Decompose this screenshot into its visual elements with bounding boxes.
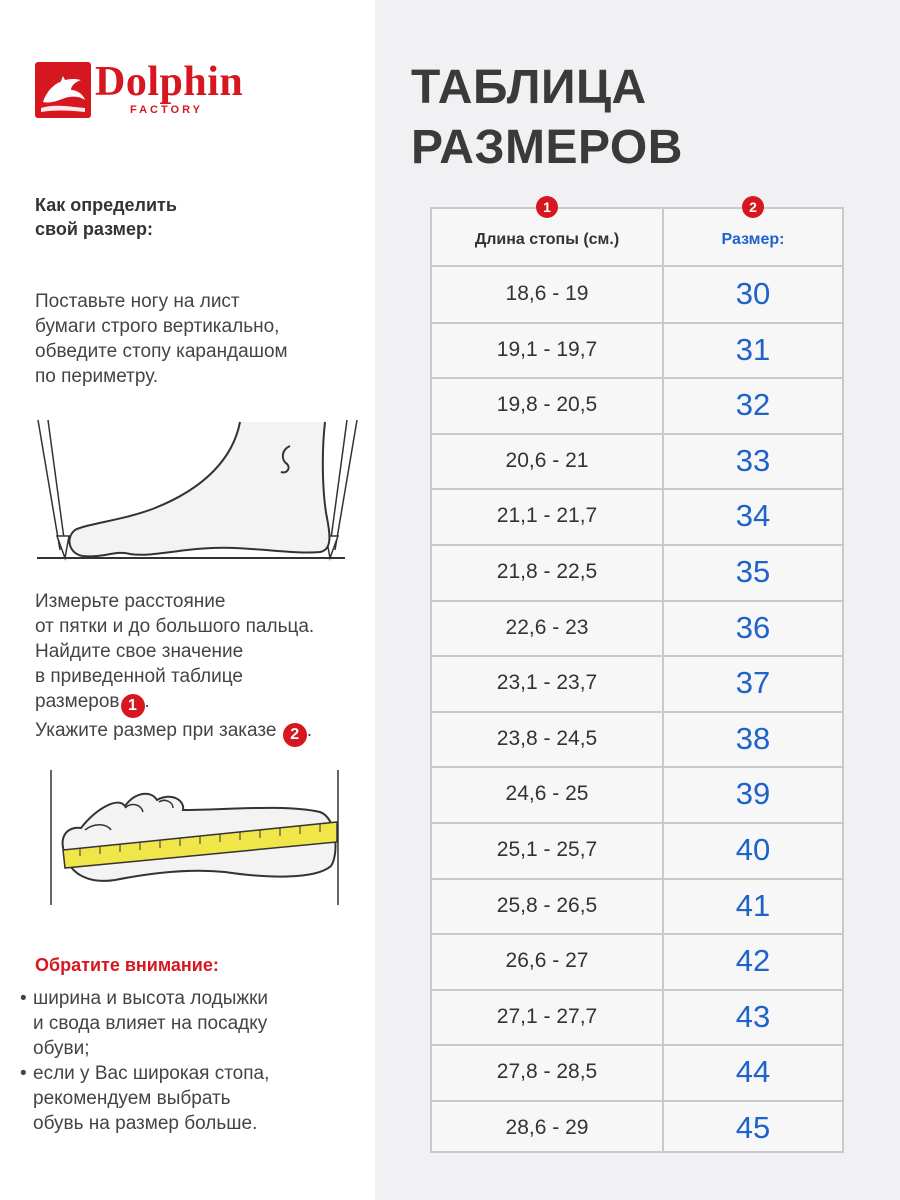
size-cell: 37 [735, 665, 771, 701]
step1-text [35, 289, 288, 389]
size-cell: 31 [735, 331, 771, 367]
foot-length-cell: 18,6 - 19 [505, 282, 589, 305]
table-row [432, 545, 842, 599]
howto-heading [35, 193, 177, 241]
column-header-size-label: Размер: [721, 231, 785, 248]
foot-length-cell: 27,1 - 27,7 [496, 1004, 598, 1028]
step2-line: Укажите размер при заказе 2 . [35, 718, 314, 747]
step2-line: от пятки и до большого пальца. [35, 616, 315, 637]
foot-length-cell: 24,6 - 25 [505, 782, 589, 806]
note-item [20, 1061, 269, 1136]
table-row [432, 823, 842, 877]
size-cell: 44 [735, 1054, 771, 1090]
size-cell: 34 [735, 498, 771, 534]
attention-heading: Обратите внимание: [35, 955, 219, 975]
table-row [432, 378, 842, 432]
bullet: • [20, 988, 27, 1009]
brand-logo [35, 59, 315, 120]
table-row [432, 489, 842, 543]
step2-line: Найдите свое значение [35, 641, 244, 662]
step1-line: по периметру. [35, 366, 159, 387]
size-cell: 42 [735, 943, 771, 979]
instructions-panel [0, 0, 375, 1200]
foot-length-cell: 27,8 - 28,5 [496, 1060, 598, 1084]
table-row [432, 267, 842, 321]
table-row [432, 656, 842, 710]
brand-name: Dolphin [95, 59, 244, 105]
foot-length-cell: 19,8 - 20,5 [496, 393, 598, 417]
table-row [432, 712, 842, 766]
step2-last-text: Укажите размер при заказе [35, 720, 277, 741]
size-cell: 39 [735, 776, 771, 812]
note-line: и свода влияет на посадку [33, 1013, 268, 1034]
title-line: РАЗМЕРОВ [411, 121, 683, 174]
step1-line: Поставьте ногу на лист [35, 291, 240, 312]
size-cell: 41 [735, 887, 771, 923]
howto-heading-line: свой размер: [35, 219, 153, 239]
table-row [432, 434, 842, 488]
note-item [20, 986, 269, 1061]
size-cell: 32 [735, 387, 771, 423]
table-row [432, 879, 842, 933]
size-cell: 35 [735, 554, 771, 589]
size-cell: 43 [735, 998, 771, 1034]
size-table [430, 199, 844, 1153]
dolphin-icon [35, 62, 91, 118]
header-badge-1: 1 [536, 196, 558, 218]
brand-subtitle: FACTORY [130, 104, 203, 116]
foot-length-cell: 22,6 - 23 [505, 615, 589, 639]
foot-length-cell: 25,1 - 25,7 [496, 838, 598, 861]
foot-length-cell: 19,1 - 19,7 [496, 337, 598, 361]
page-title [411, 58, 683, 178]
table-row [432, 990, 842, 1044]
foot-length-cell: 23,1 - 23,7 [496, 671, 598, 695]
step2-line-text: размеров [35, 691, 120, 712]
notes-list [20, 986, 269, 1136]
foot-length-cell: 25,8 - 26,5 [496, 893, 598, 917]
step2-text [35, 589, 314, 747]
table-row [432, 934, 842, 988]
title-line: ТАБЛИЦА [411, 61, 647, 114]
note-line: рекомендуем выбрать [33, 1088, 231, 1109]
badge-1: 1 [121, 694, 145, 718]
foot-length-cell: 20,6 - 21 [505, 448, 589, 472]
header-badge-2: 2 [742, 196, 764, 218]
table-row [432, 1045, 842, 1099]
foot-side-icon [35, 418, 365, 568]
table-row [432, 323, 842, 377]
step1-line: бумаги строго вертикально, [35, 316, 280, 337]
size-cell: 38 [735, 720, 771, 756]
size-cell: 33 [735, 442, 771, 478]
note-line: обуви; [33, 1038, 90, 1059]
table-row [432, 767, 842, 821]
table-row [432, 601, 842, 655]
note-line: ширина и высота лодыжки [33, 988, 269, 1009]
foot-length-cell: 23,8 - 24,5 [496, 726, 598, 750]
foot-length-cell: 21,1 - 21,7 [496, 504, 598, 528]
foot-length-cell: 21,8 - 22,5 [496, 560, 598, 583]
foot-length-cell: 28,6 - 29 [505, 1116, 589, 1139]
size-cell: 45 [735, 1110, 771, 1145]
badge-2: 2 [283, 723, 307, 747]
column-header-length-label: Длина стопы (см.) [474, 231, 620, 248]
size-cell: 30 [735, 276, 771, 311]
size-cell: 40 [735, 832, 771, 867]
step2-line: размеров 1 . [35, 689, 314, 718]
bullet: • [20, 1063, 27, 1084]
note-line: обувь на размер больше. [33, 1113, 258, 1134]
step2-line: Измерьте расстояние [35, 591, 226, 612]
table-row [432, 1101, 842, 1155]
foot-length-cell: 26,6 - 27 [505, 949, 589, 973]
howto-heading-line: Как определить [35, 195, 177, 215]
note-line: если у Вас широкая стопа, [33, 1063, 270, 1084]
size-cell: 36 [735, 609, 771, 645]
step2-line: в приведенной таблице [35, 666, 243, 687]
foot-measure-icon [45, 770, 345, 910]
step1-line: обведите стопу карандашом [35, 341, 288, 362]
